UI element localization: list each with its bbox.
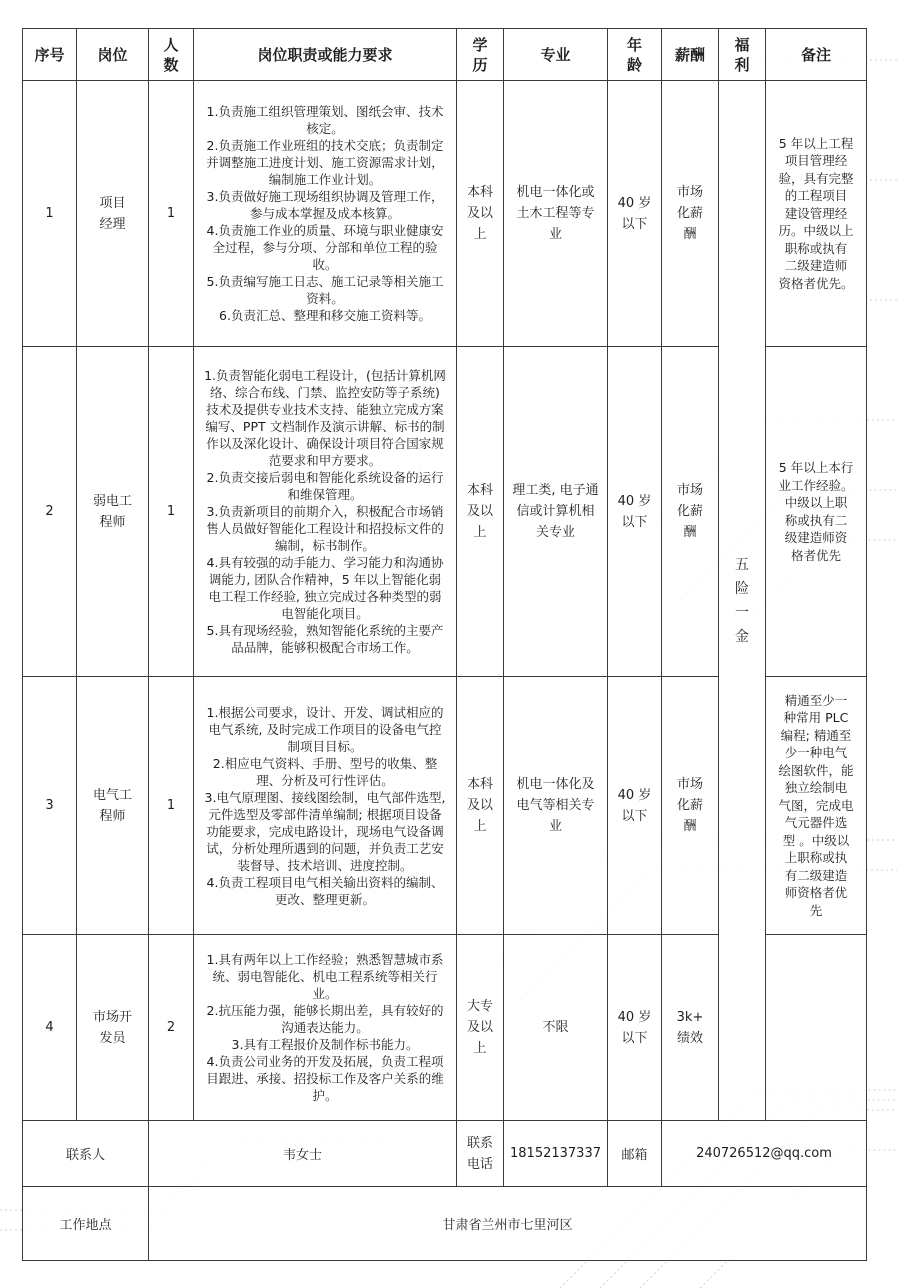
duty-item: 4.负责公司业务的开发及拓展，负责工程项目跟进、承接、招投标工作及客户关系的维护。 (206, 1054, 444, 1103)
row-count: 1 (149, 81, 194, 347)
row-count: 1 (149, 347, 194, 677)
row-count: 2 (149, 935, 194, 1121)
row-position: 市场开 发员 (77, 935, 149, 1121)
row-duties (194, 81, 457, 347)
duty-item: 3.电气原理图、接线图绘制，电气部件选型, 元件选型及零部件清单编制; 根据项目设备功能要求，完成电路设计，现场电气设备调试，分析处理所遇到的问题，并负责工艺安装督导、技术培训、进度控制。 (204, 789, 446, 873)
duty-item: 2.抗压能力强，能够长期出差，具有较好的沟通表达能力。 (206, 1003, 444, 1035)
email-label: 邮箱 (608, 1121, 662, 1187)
row-count: 1 (149, 677, 194, 935)
recruitment-table (22, 28, 867, 1261)
header-major: 专业 (504, 29, 608, 81)
row-duties (194, 935, 457, 1121)
phone-number: 18152137337 (504, 1121, 608, 1187)
row-position: 弱电工 程师 (77, 347, 149, 677)
row-age: 40 岁 以下 (608, 677, 662, 935)
row-education: 本科 及以 上 (457, 677, 504, 935)
row-no: 4 (23, 935, 77, 1121)
contact-row (23, 1121, 867, 1187)
row-no: 1 (23, 81, 77, 347)
row-duties (194, 677, 457, 935)
row-major: 机电一体化及 电气等相关专 业 (504, 677, 608, 935)
row-education: 本科 及以 上 (457, 347, 504, 677)
email-address: 240726512@qq.com (662, 1121, 867, 1187)
row-salary: 市场 化薪 酬 (662, 347, 719, 677)
row-duties (194, 347, 457, 677)
row-remarks: 精通至少一 种常用 PLC 编程; 精通至 少一种电气 绘图软件，能 独立绘制电 气图，完成电 气元器件选 型 。中级以 上职称或执 有二级建造 师资格者优 先 (766, 677, 867, 935)
row-remarks (766, 935, 867, 1121)
header-duties: 岗位职责或能力要求 (194, 29, 457, 81)
row-no: 2 (23, 347, 77, 677)
row-major: 机电一体化或 土木工程等专 业 (504, 81, 608, 347)
row-no: 3 (23, 677, 77, 935)
row-salary: 3k+ 绩效 (662, 935, 719, 1121)
row-remarks: 5 年以上工程 项目管理经 验，具有完整 的工程项目 建设管理经 历。中级以上 职称或执有 二级建造师 资格者优先。 (766, 81, 867, 347)
header-education: 学 历 (457, 29, 504, 81)
contact-name: 韦女士 (149, 1121, 457, 1187)
row-major: 理工类, 电子通 信或计算机相 关专业 (504, 347, 608, 677)
row-salary: 市场 化薪 酬 (662, 81, 719, 347)
row-education: 大专 及以 上 (457, 935, 504, 1121)
row-position: 项目 经理 (77, 81, 149, 347)
duty-item: 5.具有现场经验，熟知智能化系统的主要产品品牌，能够积极配合市场工作。 (206, 623, 444, 655)
row-position: 电气工 程师 (77, 677, 149, 935)
row-remarks: 5 年以上本行 业工作经验。 中级以上职 称或执有二 级建造师资 格者优先 (766, 347, 867, 677)
location-row (23, 1187, 867, 1261)
duty-item: 2.负责施工作业班组的技术交底；负责制定并调整施工进度计划、施工资源需求计划，编制施工作业计划。 (206, 138, 444, 187)
duty-item: 3.负责做好施工现场组织协调及管理工作，参与成本掌握及成本核算。 (206, 189, 444, 221)
table-header-row (23, 29, 867, 81)
row-age: 40 岁 以下 (608, 81, 662, 347)
table-row (23, 81, 867, 347)
duty-item: 2.相应电气资料、手册、型号的收集、整理、分析及可行性评估。 (212, 755, 438, 788)
duty-item: 4.负责工程项目电气相关输出资料的编制、更改、整理更新。 (206, 874, 444, 907)
duty-item: 4.负责施工作业的质量、环境与职业健康安全过程，参与分项、分部和单位工程的验收。 (206, 223, 444, 272)
location-label: 工作地点 (23, 1187, 149, 1261)
row-education: 本科 及以 上 (457, 81, 504, 347)
duty-item: 1.根据公司要求，设计、开发、调试相应的电气系统, 及时完成工作项目的设备电气控制项目目标。 (206, 704, 444, 754)
duty-item: 1.具有两年以上工作经验；熟悉智慧城市系统、弱电智能化、机电工程系统等相关行业。 (206, 952, 444, 1001)
benefits-cell: 五 险 一 金 (719, 81, 766, 1121)
header-position: 岗位 (77, 29, 149, 81)
header-age: 年 龄 (608, 29, 662, 81)
duty-item: 4.具有较强的动手能力、学习能力和沟通协调能力, 团队合作精神，5 年以上智能化弱电工程工作经验, 独立完成过各种类型的弱电智能化项目。 (206, 555, 444, 621)
duty-item: 1.负责施工组织管理策划、图纸会审、技术核定。 (206, 104, 444, 136)
row-major: 不限 (504, 935, 608, 1121)
duty-item: 3.负责新项目的前期介入，积极配合市场销售人员做好智能化工程设计和招投标文件的编制，标书制作。 (206, 504, 444, 553)
duty-item: 3.具有工程报价及制作标书能力。 (231, 1037, 419, 1052)
header-no: 序号 (23, 29, 77, 81)
header-benefits: 福 利 (719, 29, 766, 81)
duty-item: 5.负责编写施工日志、施工记录等相关施工资料。 (206, 274, 444, 306)
header-remarks: 备注 (766, 29, 867, 81)
header-count: 人 数 (149, 29, 194, 81)
header-salary: 薪酬 (662, 29, 719, 81)
row-age: 40 岁 以下 (608, 935, 662, 1121)
duty-item: 6.负责汇总、整理和移交施工资料等。 (219, 308, 431, 323)
row-salary: 市场 化薪 酬 (662, 677, 719, 935)
location-value: 甘肃省兰州市七里河区 (149, 1187, 867, 1261)
row-age: 40 岁 以下 (608, 347, 662, 677)
phone-label: 联系 电话 (457, 1121, 504, 1187)
duty-item: 1.负责智能化弱电工程设计，(包括计算机网络、综合布线、门禁、监控安防等子系统) 技术及提供专业技术支持、能独立完成方案编写、PPT 文档制作及演示讲解、标书的制作以及深化设计、确保设计项目符合国家规范要求和甲方要求。 (204, 368, 446, 468)
duty-item: 2.负责交接后弱电和智能化系统设备的运行和维保管理。 (206, 470, 444, 502)
contact-label: 联系人 (23, 1121, 149, 1187)
